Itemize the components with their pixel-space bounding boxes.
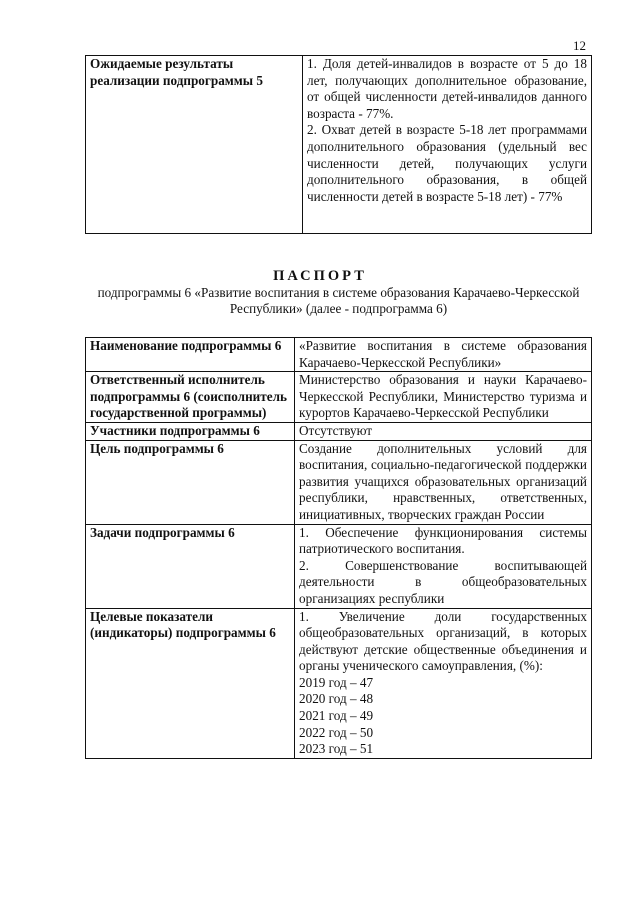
table-row <box>86 422 592 440</box>
indicator-year-2019: 2019 год – 47 <box>299 674 374 690</box>
indicators-value <box>295 608 592 758</box>
indicator-year-2022: 2022 год – 50 <box>299 724 374 740</box>
participants-label: Участники подпрограммы 6 <box>86 422 295 440</box>
table-row <box>86 372 592 423</box>
passport-heading: ПАСПОРТ <box>273 268 367 284</box>
participants-value: Отсутствуют <box>295 422 592 440</box>
goal-label: Цель подпрограммы 6 <box>86 440 295 524</box>
expected-results-value <box>303 56 592 234</box>
passport-table <box>85 337 592 759</box>
name-label: Наименование подпрограммы 6 <box>86 338 295 372</box>
table-row <box>86 338 592 372</box>
indicator-year-2021: 2021 год – 49 <box>299 708 374 724</box>
executor-label: Ответственный исполнитель подпрограммы 6 (соисполнитель государственной программы) <box>86 372 295 423</box>
table-row <box>86 608 592 758</box>
indicator-year-2023: 2023 год – 51 <box>299 741 374 757</box>
executor-value: Министерство образования и науки Карачаево-Черкесской Республики, Министерство туризма и курортов Карачаево-Черкесской Республики <box>295 372 592 423</box>
task-item-2: 2. Совершенствование воспитывающей деятельности в общеобразовательных организациях республики <box>299 557 587 606</box>
indicator-year-2020: 2020 год – 48 <box>299 691 374 707</box>
passport-subtitle: подпрограммы 6 «Развитие воспитания в системе образования Карачаево-Черкесской Республики» (далее - подпрограмма 6) <box>97 285 580 317</box>
table-row <box>86 440 592 524</box>
indicators-label: Целевые показатели (индикаторы) подпрограммы 6 <box>86 608 295 758</box>
page-number: 12 <box>573 38 586 53</box>
indicator-intro: 1. Увеличение доли государственных общеобразовательных организаций, в которых действуют детские общественные объединения и органы ученического самоуправления, (%): <box>299 608 587 674</box>
expected-results-label: Ожидаемые результаты реализации подпрограммы 5 <box>86 56 303 234</box>
expected-results-table <box>85 55 592 234</box>
goal-value: Создание дополнительных условий для воспитания, социально-педагогической поддержки развития учащихся образовательных организаций республики, нравственных, ответственных, инициативных, творческих граждан России <box>295 440 592 524</box>
expected-result-item-2: 2. Охват детей в возрасте 5-18 лет программами дополнительного образования (удельный вес численности детей, получающих услуги дополнительного образования, в общей численности детей в возрасте 5-18 лет) - 77% <box>307 122 587 204</box>
tasks-value <box>295 524 592 608</box>
table-row <box>86 56 592 234</box>
tasks-label: Задачи подпрограммы 6 <box>86 524 295 608</box>
name-value: «Развитие воспитания в системе образования Карачаево-Черкесской Республики» <box>295 338 592 372</box>
expected-result-item-1: 1. Доля детей-инвалидов в возрасте от 5 до 18 лет, получающих дополнительное образование, от общей численности детей-инвалидов данного возраста - 77%. <box>307 56 587 121</box>
task-item-1: 1. Обеспечение функционирования системы патриотического воспитания. <box>299 524 587 557</box>
table-row <box>86 524 592 608</box>
